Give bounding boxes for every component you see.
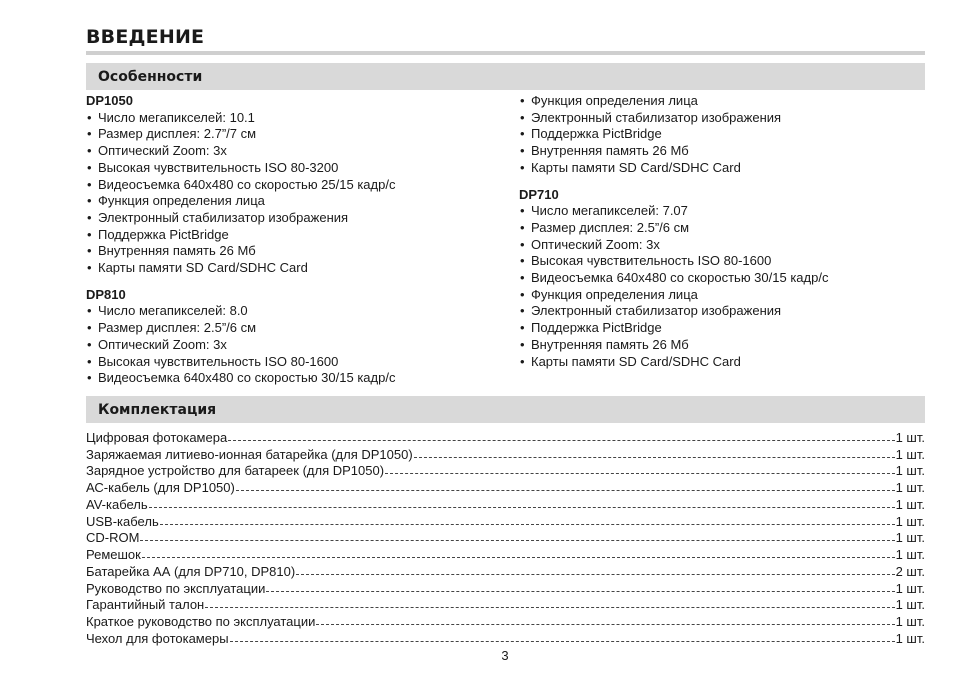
kit-item-quantity: 1 шт.: [895, 530, 925, 546]
kit-item-quantity: 1 шт.: [895, 580, 925, 596]
leader-dots: [205, 607, 894, 608]
kit-row: [86, 579, 925, 596]
kit-row: [86, 495, 925, 512]
kit-item-quantity: 1 шт.: [895, 429, 925, 445]
feature-item: • Функция определения лица: [519, 287, 919, 304]
feature-item: • Электронный стабилизатор изображения: [519, 110, 919, 127]
kit-item-quantity: 1 шт.: [895, 463, 925, 479]
leader-dots: [140, 540, 894, 541]
feature-item: • Высокая чувствительность ISO 80-3200: [86, 160, 506, 177]
page-title: ВВЕДЕНИЕ: [86, 26, 205, 48]
dp710-feature-list: [519, 203, 919, 370]
leader-dots: [266, 591, 894, 592]
model-heading-dp1050: DP1050: [86, 93, 133, 108]
dp810-feature-list: [86, 303, 506, 387]
kit-item-name: Руководство по эксплуатации: [86, 580, 266, 596]
feature-item: • Размер дисплея: 2.7”/7 см: [86, 126, 506, 143]
kit-item-quantity: 1 шт.: [895, 513, 925, 529]
leader-dots: [149, 507, 895, 508]
kit-row: [86, 562, 925, 579]
leader-dots: [160, 524, 895, 525]
leader-dots: [296, 574, 894, 575]
feature-item: • Электронный стабилизатор изображения: [519, 303, 919, 320]
kit-section-header: [86, 396, 925, 423]
kit-item-quantity: 1 шт.: [895, 480, 925, 495]
kit-heading: Комплектация: [98, 402, 217, 418]
kit-item-quantity: 1 шт.: [895, 547, 925, 562]
kit-row: [86, 428, 925, 445]
leader-dots: [236, 490, 895, 491]
dp1050-feature-list: [86, 110, 506, 277]
feature-item: • Оптический Zoom: 3x: [86, 143, 506, 160]
feature-item: • Видеосъемка 640x480 со скоростью 30/15 кадр/с: [86, 370, 506, 387]
kit-row: [86, 445, 925, 462]
leader-dots: [230, 641, 895, 642]
feature-item: • Функция определения лица: [519, 93, 919, 110]
page-number: 3: [501, 648, 509, 663]
kit-row: [86, 478, 925, 495]
leader-dots: [414, 457, 895, 458]
kit-row: [86, 462, 925, 479]
model-heading-dp810: DP810: [86, 286, 126, 302]
kit-row: [86, 512, 925, 529]
feature-item: • Высокая чувствительность ISO 80-1600: [86, 354, 506, 371]
feature-item: • Поддержка PictBridge: [86, 227, 506, 244]
kit-item-name: USB-кабель: [86, 513, 159, 529]
kit-item-quantity: 1 шт.: [895, 597, 925, 613]
dp810-feature-list-continued: [519, 93, 919, 177]
kit-item-name: Чехол для фотокамеры: [86, 630, 229, 646]
feature-item: • Электронный стабилизатор изображения: [86, 210, 506, 227]
kit-item-name: Ремешок: [86, 547, 141, 562]
feature-item: • Видеосъемка 640x480 со скоростью 30/15 кадр/с: [519, 270, 919, 287]
kit-row: [86, 629, 925, 646]
model-heading-dp710: DP710: [519, 186, 559, 202]
feature-item: • Карты памяти SD Card/SDHC Card: [86, 260, 506, 277]
leader-dots: [385, 473, 895, 474]
feature-item: • Внутренняя память 26 Мб: [519, 337, 919, 354]
feature-item: • Внутренняя память 26 Мб: [519, 143, 919, 160]
features-left-column: [86, 93, 506, 387]
feature-item: • Число мегапикселей: 8.0: [86, 303, 506, 320]
kit-item-quantity: 1 шт.: [895, 496, 925, 512]
feature-item: • Карты памяти SD Card/SDHC Card: [519, 160, 919, 177]
kit-item-name: AV-кабель: [86, 496, 148, 512]
feature-item: • Число мегапикселей: 10.1: [86, 110, 506, 127]
feature-item: • Функция определения лица: [86, 193, 506, 210]
kit-row: [86, 545, 925, 562]
feature-item: • Оптический Zoom: 3x: [519, 237, 919, 254]
kit-item-name: Гарантийный талон: [86, 597, 205, 613]
feature-item: • Размер дисплея: 2.5”/6 см: [519, 220, 919, 237]
feature-item: • Число мегапикселей: 7.07: [519, 203, 919, 220]
feature-item: • Поддержка PictBridge: [519, 320, 919, 337]
features-heading: Особенности: [98, 69, 203, 85]
leader-dots: [316, 624, 894, 625]
feature-item: • Карты памяти SD Card/SDHC Card: [519, 354, 919, 371]
kit-row: [86, 596, 925, 613]
feature-item: • Размер дисплея: 2.5”/6 см: [86, 320, 506, 337]
kit-item-name: Краткое руководство по эксплуатации: [86, 614, 316, 629]
kit-item-name: АС-кабель (для DP1050): [86, 480, 235, 495]
kit-item-name: Батарейка АА (для DP710, DP810): [86, 563, 296, 579]
features-section-header: [86, 63, 925, 90]
kit-row: [86, 529, 925, 546]
kit-item-quantity: 2 шт.: [895, 563, 925, 579]
kit-item-name: Зарядное устройство для батареек (для DP1050): [86, 463, 385, 479]
feature-item: • Видеосъемка 640x480 со скоростью 25/15 кадр/с: [86, 177, 506, 194]
leader-dots: [228, 440, 894, 441]
feature-item: • Внутренняя память 26 Мб: [86, 243, 506, 260]
kit-item-name: CD-ROM: [86, 530, 140, 546]
kit-item-quantity: 1 шт.: [895, 446, 925, 462]
feature-item: • Высокая чувствительность ISO 80-1600: [519, 253, 919, 270]
features-right-column: [519, 93, 919, 370]
feature-item: • Поддержка PictBridge: [519, 126, 919, 143]
feature-item: • Оптический Zoom: 3x: [86, 337, 506, 354]
kit-row: [86, 612, 925, 629]
kit-item-quantity: 1 шт.: [895, 630, 925, 646]
leader-dots: [142, 557, 895, 558]
kit-item-quantity: 1 шт.: [895, 614, 925, 629]
title-divider: [86, 51, 925, 55]
kit-list: [86, 428, 925, 646]
kit-item-name: Цифровая фотокамера: [86, 429, 228, 445]
kit-item-name: Заряжаемая литиево-ионная батарейка (для DP1050): [86, 446, 413, 462]
